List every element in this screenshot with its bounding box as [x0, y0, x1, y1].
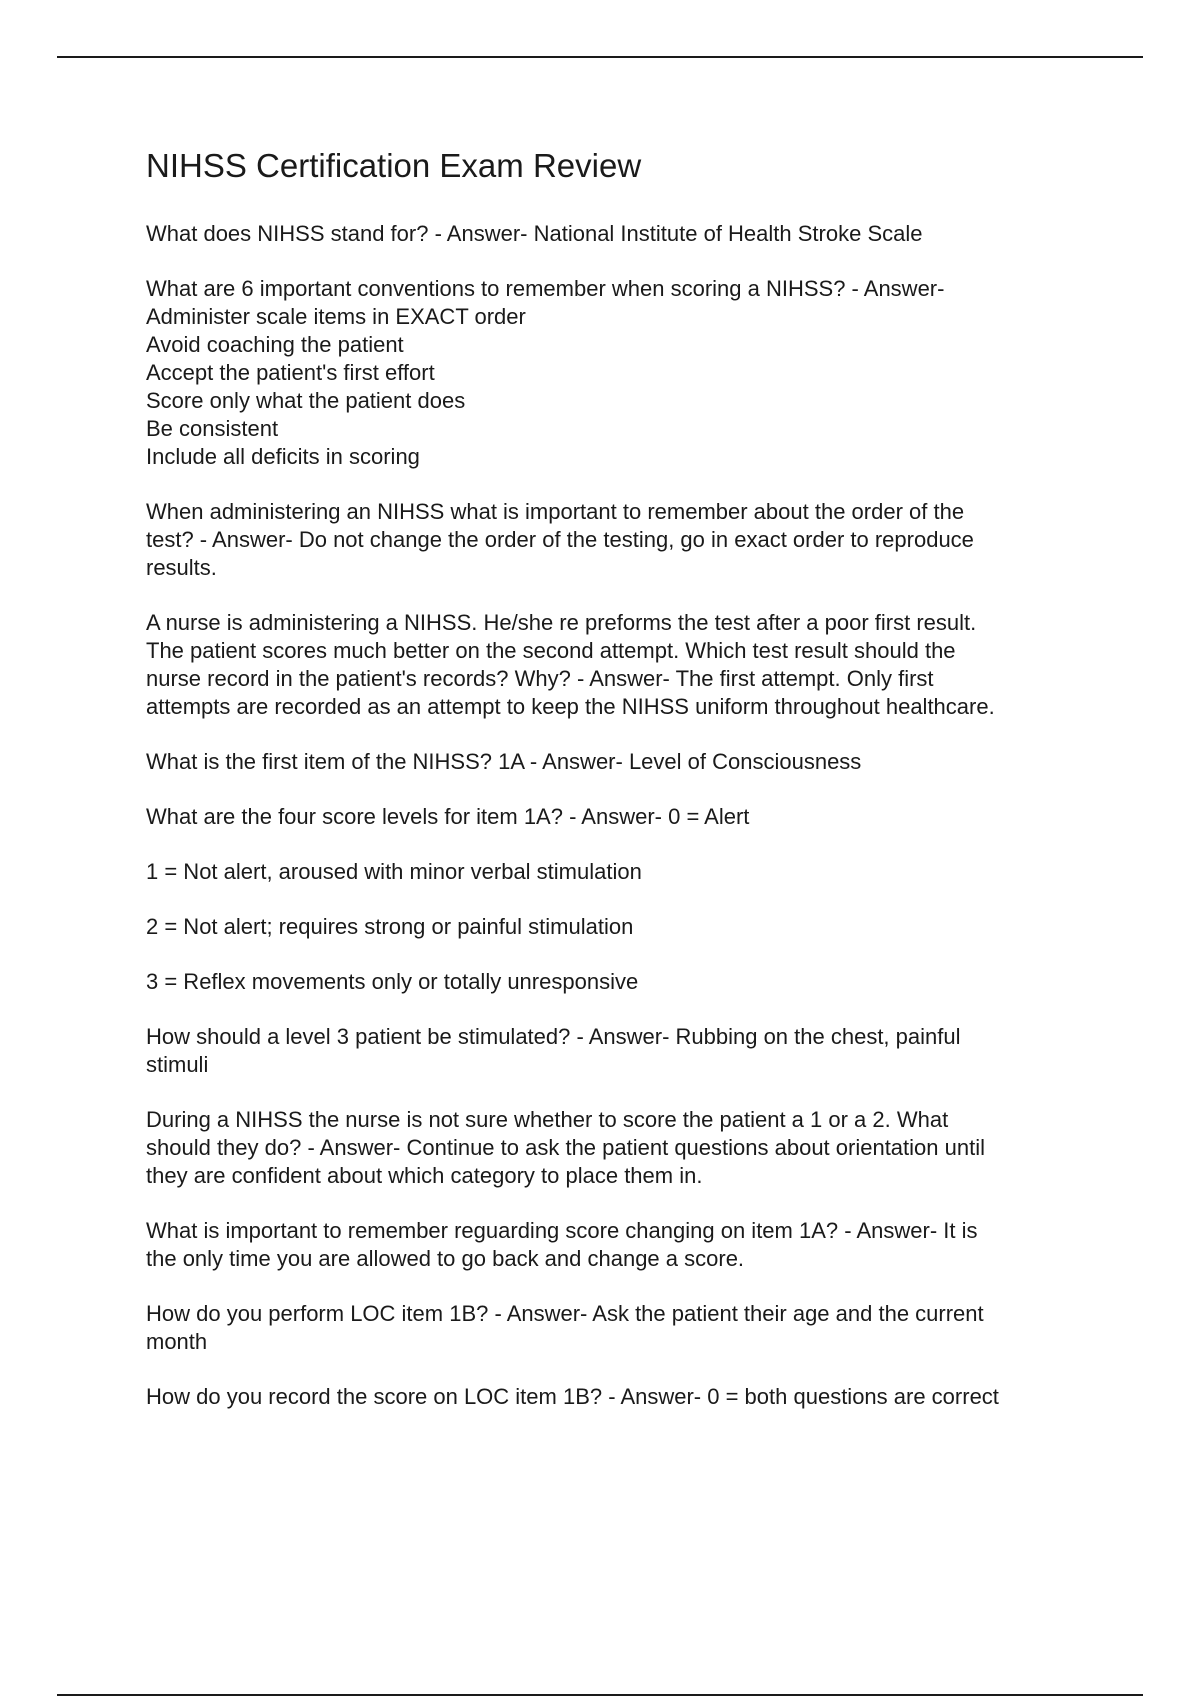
qa-item: How do you perform LOC item 1B? - Answer- Ask the patient their age and the current month: [146, 1301, 984, 1354]
page-title: NIHSS Certification Exam Review: [146, 147, 642, 184]
qa-item: A nurse is administering a NIHSS. He/she re preforms the test after a poor first result. The patient scores much better on the second attempt. Which test result should the nurse record in the patient's records? Why? - Answer- The first attempt. Only first attempts are recorded as an attempt to keep the NIHSS uniform throughout healthcare.: [146, 610, 995, 719]
qa-item: What is important to remember reguarding score changing on item 1A? - Answer- It is the only time you are allowed to go back and change a score.: [146, 1218, 978, 1271]
qa-item: 2 = Not alert; requires strong or painful stimulation: [146, 914, 634, 939]
qa-item: When administering an NIHSS what is important to remember about the order of the test? - Answer- Do not change the order of the testing, go in exact order to reproduce results.: [146, 499, 974, 580]
qa-item: What does NIHSS stand for? - Answer- National Institute of Health Stroke Scale: [146, 221, 923, 246]
qa-item: 3 = Reflex movements only or totally unresponsive: [146, 969, 639, 994]
qa-item: What is the first item of the NIHSS? 1A - Answer- Level of Consciousness: [146, 749, 862, 774]
top-divider: [57, 56, 1143, 58]
qa-item: How should a level 3 patient be stimulated? - Answer- Rubbing on the chest, painful stimuli: [146, 1024, 961, 1077]
qa-item: What are 6 important conventions to remember when scoring a NIHSS? - Answer- Administer scale items in EXACT order Avoid coaching the patient Accept the patient's first effort Score only what the patient does Be consistent Include all deficits in scoring: [146, 276, 945, 469]
document-body: [146, 140, 1106, 1438]
qa-item: During a NIHSS the nurse is not sure whether to score the patient a 1 or a 2. What should they do? - Answer- Continue to ask the patient questions about orientation until they are confident about which category to place them in.: [146, 1107, 985, 1188]
qa-item: 1 = Not alert, aroused with minor verbal stimulation: [146, 859, 642, 884]
qa-item: How do you record the score on LOC item 1B? - Answer- 0 = both questions are correct: [146, 1384, 999, 1409]
qa-item: What are the four score levels for item 1A? - Answer- 0 = Alert: [146, 804, 750, 829]
bottom-divider: [57, 1694, 1143, 1696]
